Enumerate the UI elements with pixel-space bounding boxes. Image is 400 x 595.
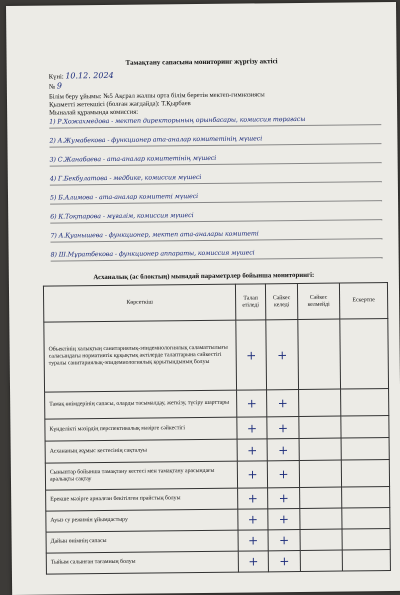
commission-member: 2) А.Жумабекова - функционер ата-аналар комитетінің мүшесі: [49, 135, 263, 145]
number-line: [49, 81, 62, 90]
number-value: 9: [56, 81, 62, 91]
criterion-cell: Ерекше мәзірге арналған бекітілген прайстың болуы: [46, 488, 238, 511]
header-required: Талап етіледі: [235, 284, 265, 320]
criterion-cell: Күнделікті мәзірдің перспективалық мәзірге сәйкестігі: [45, 417, 237, 441]
compliant-mark: +: [268, 529, 300, 550]
commission-label: Мыналай құрамында комиссия:: [49, 108, 139, 117]
table-row: [44, 319, 389, 393]
note-cell: [340, 319, 389, 389]
compliant-mark: +: [267, 416, 299, 438]
note-cell: [341, 416, 389, 439]
header-criterion: Көрсеткіш: [43, 284, 235, 322]
table-row: [45, 389, 389, 420]
header-non-compliant: Сәйкес келмейді: [297, 283, 339, 319]
required-mark: +: [236, 320, 267, 390]
criterion-cell: Ауыз су режимін ұйымдастыру: [46, 509, 238, 532]
compliant-mark: +: [268, 487, 300, 508]
document-title: Тамақтану сапасына мониторинг жүргізу актісі: [125, 57, 278, 67]
commission-member: 4) Г.Бекбулатова - медбике, комиссия мүшесі: [49, 174, 202, 183]
date-line: [49, 71, 114, 81]
criterion-cell: Сыныптар бойынша тамақтану кестесі мен тамақтану арасындағы аралықты сақтау: [45, 461, 237, 490]
commission-member: 6) К.Тоқтарова - мұғалім, комиссия мүшесі: [50, 212, 194, 221]
non-compliant-cell: [299, 438, 341, 460]
required-mark: +: [238, 530, 268, 551]
date-label: Күні:: [48, 73, 64, 81]
monitoring-table: [43, 282, 391, 575]
compliant-mark: +: [267, 460, 299, 487]
table-header-row: [43, 283, 387, 323]
header-note: Ескертпе: [339, 283, 387, 320]
note-cell: [342, 508, 390, 530]
non-compliant-cell: [298, 319, 341, 389]
non-compliant-cell: [300, 508, 342, 529]
criterion-cell: Тыйым салынған тағамның болуы: [46, 551, 238, 574]
note-cell: [342, 550, 390, 572]
compliant-mark: +: [267, 389, 299, 416]
non-compliant-cell: [299, 389, 341, 416]
criterion-cell: Объектінің халықтың санитариялық-эпидемиологиялық саламаттылығы саласындағы нормативтік құқықтық актілерде талаптарына сәйкестігі туралы санитариялық-эпидемиологиялық қорытындының болуы: [44, 320, 237, 392]
non-compliant-cell: [299, 416, 341, 438]
required-mark: +: [238, 551, 268, 572]
required-mark: +: [237, 417, 267, 439]
commission-member: 7) А.Қуанышева - функционер, мектеп ата-аналары комитеті: [50, 230, 259, 240]
required-mark: +: [237, 461, 267, 488]
commission-member: 3) С.Жанабаева - ата-аналар комитетінің мүшесі: [49, 154, 217, 164]
table-title: Асханалық (ас блоктың) мынадай параметрлер бойынша мониторингі:: [93, 271, 315, 282]
date-value: 10.12. 2024: [65, 70, 114, 81]
document-sheet: [6, 2, 400, 595]
required-mark: +: [237, 390, 267, 417]
responsible-line: Қызметті жетекшісі (болған жағдайда): Т.Қырбаев: [49, 100, 191, 109]
non-compliant-cell: [300, 529, 342, 550]
required-mark: +: [237, 439, 267, 461]
note-cell: [341, 460, 389, 488]
commission-member: 8) Ш.Мұратбекова - функционер аппараты, комиссия мүшесі: [50, 249, 255, 259]
compliant-mark: +: [266, 320, 299, 390]
criterion-cell: Асхананың жұмыс кестесінің сақталуы: [45, 439, 237, 463]
required-mark: +: [238, 509, 268, 530]
note-cell: [342, 529, 390, 551]
table-row: [46, 550, 390, 575]
non-compliant-cell: [299, 460, 341, 487]
compliant-mark: +: [268, 508, 300, 529]
note-cell: [342, 487, 390, 509]
compliant-mark: +: [268, 550, 300, 571]
criterion-cell: Тамақ өнімдерінің сапасы, оларды тасымалдау, жеткізу, түсіру шарттары: [45, 390, 237, 419]
non-compliant-cell: [300, 550, 342, 571]
commission-member: 1) Р.Хожахмедова - мектеп директорының орынбасары, комиссия төрағасы: [49, 115, 306, 126]
note-cell: [341, 438, 389, 461]
non-compliant-cell: [300, 487, 342, 508]
commission-member: 5) Б.Алимова - ата-аналар комитеті мүшесі: [49, 193, 199, 202]
organization-line: Білім беру ұйымы: №5 Ақсрал жалпы орта білім беретін мектеп-гимназиясы: [48, 91, 265, 101]
table-row: [45, 460, 389, 491]
note-cell: [341, 389, 389, 417]
required-mark: +: [238, 488, 268, 509]
header-compliant: Сәйкес келеді: [265, 284, 297, 320]
number-label: №: [48, 83, 56, 91]
criterion-cell: Дайын өнімнің сапасы: [46, 530, 238, 553]
compliant-mark: +: [267, 438, 299, 460]
